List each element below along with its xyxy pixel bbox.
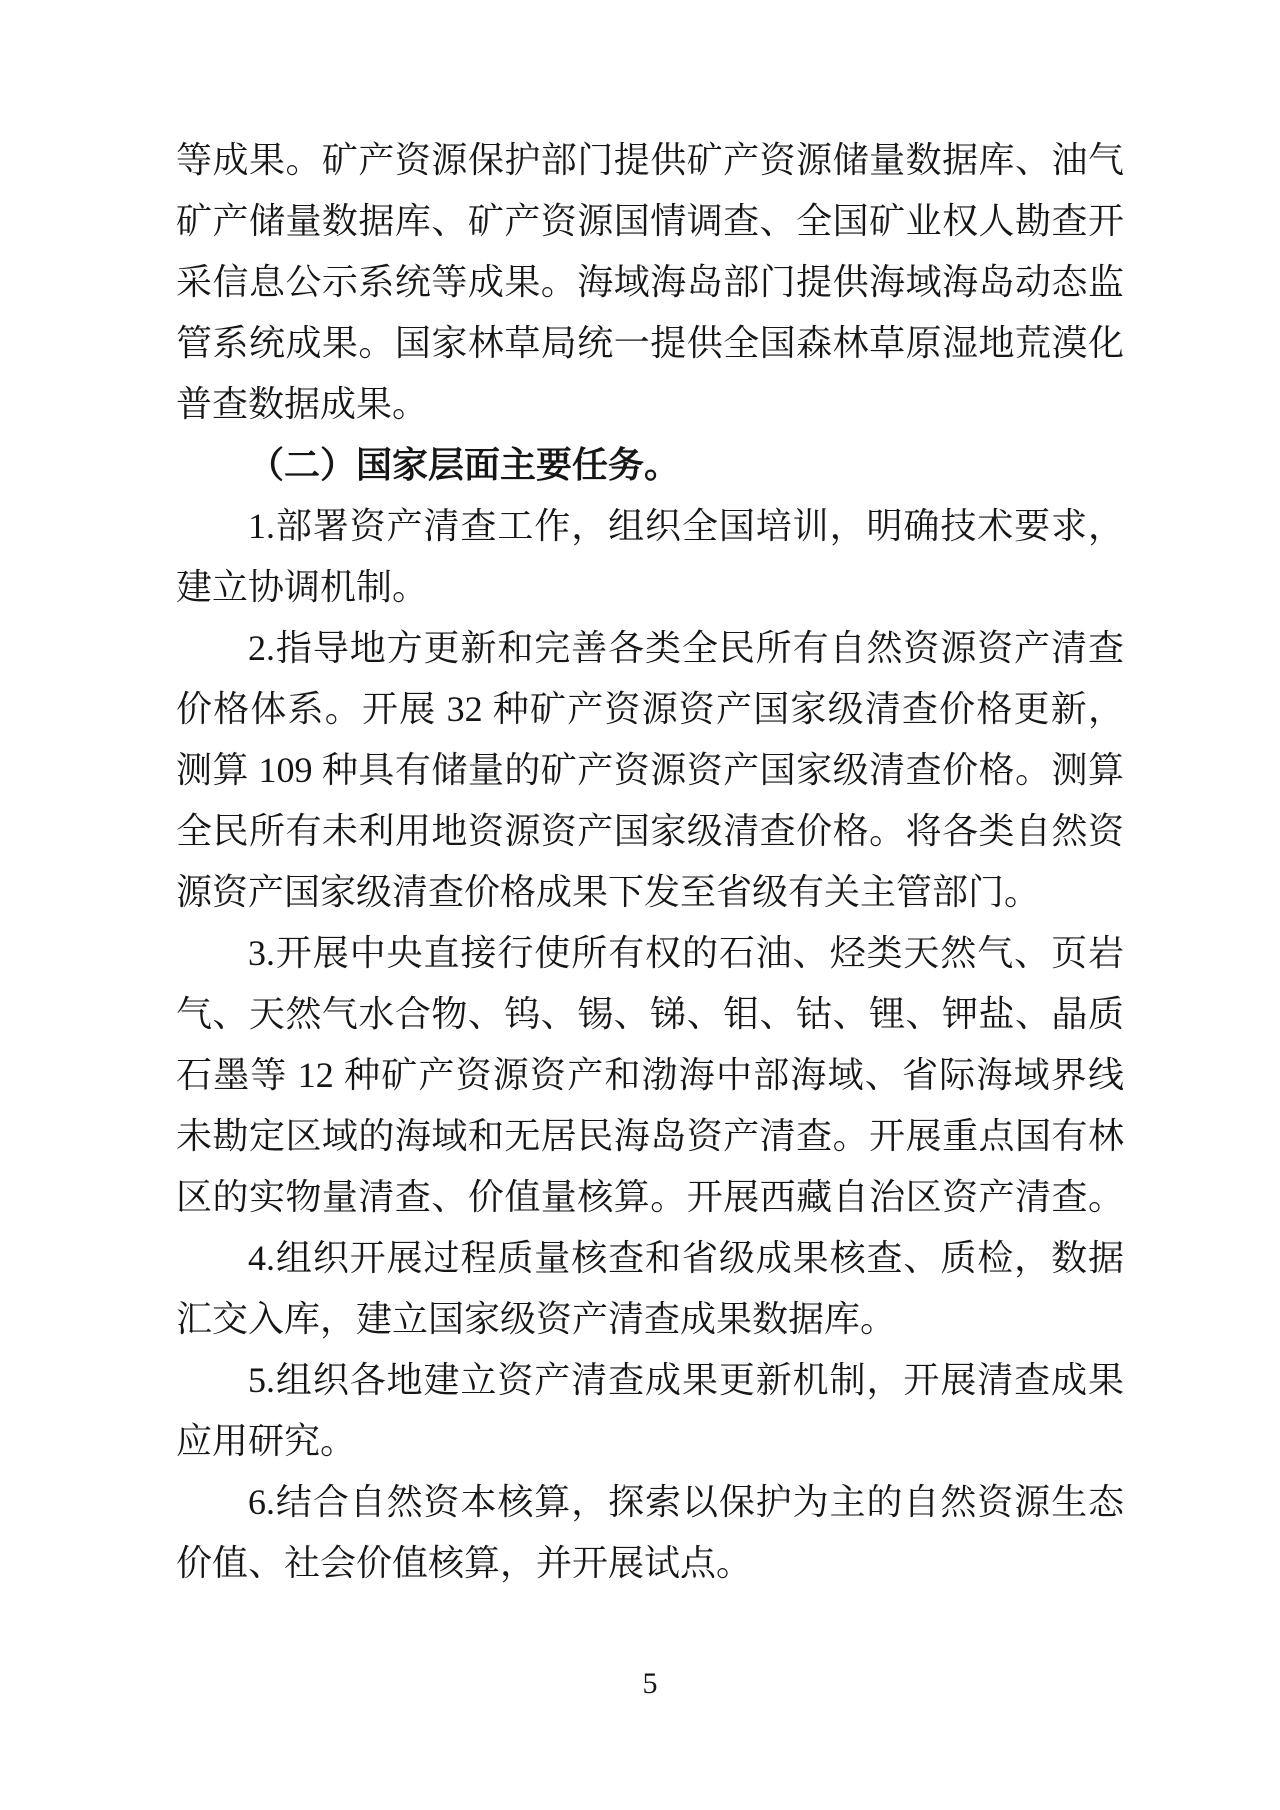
document-body	[176, 130, 1124, 1594]
text-line: 价格体系。开展 32 种矿产资源资产国家级清查价格更新，	[176, 689, 1124, 729]
text-line: 石墨等 12 种矿产资源资产和渤海中部海域、省际海域界线	[176, 1055, 1124, 1095]
text-line: 气、天然气水合物、钨、锡、锑、钼、钴、锂、钾盐、晶质	[176, 994, 1124, 1034]
text-line: 测算 109 种具有储量的矿产资源资产国家级清查价格。测算	[176, 750, 1124, 790]
text-line: 价值、社会价值核算，并开展试点。	[176, 1543, 753, 1583]
page-number: 5	[642, 1667, 658, 1700]
text-line: 5.组织各地建立资产清查成果更新机制，开展清查成果	[248, 1360, 1124, 1400]
text-line: 1.部署资产清查工作，组织全国培训，明确技术要求，	[248, 506, 1124, 546]
text-line: 普查数据成果。	[176, 384, 429, 424]
text-line: 全民所有未利用地资源资产国家级清查价格。将各类自然资	[176, 811, 1124, 851]
text-line: 采信息公示系统等成果。海域海岛部门提供海域海岛动态监	[176, 262, 1124, 302]
text-line: 6.结合自然资本核算，探索以保护为主的自然资源生态	[248, 1482, 1124, 1522]
text-line: 汇交入库，建立国家级资产清查成果数据库。	[176, 1299, 897, 1339]
text-line: 未勘定区域的海域和无居民海岛资产清查。开展重点国有林	[176, 1116, 1124, 1156]
text-line: 3.开展中央直接行使所有权的石油、烃类天然气、页岩	[248, 933, 1124, 973]
text-line: 2.指导地方更新和完善各类全民所有自然资源资产清查	[248, 628, 1124, 668]
text-line: 区的实物量清查、价值量核算。开展西藏自治区资产清查。	[176, 1177, 1124, 1217]
text-line: 建立协调机制。	[176, 567, 429, 607]
text-line: 应用研究。	[176, 1421, 357, 1461]
text-line: 管系统成果。国家林草局统一提供全国森林草原湿地荒漠化	[176, 323, 1124, 363]
text-line: 4.组织开展过程质量核查和省级成果核查、质检，数据	[248, 1238, 1124, 1278]
text-line: 源资产国家级清查价格成果下发至省级有关主管部门。	[176, 872, 1041, 912]
text-line: 等成果。矿产资源保护部门提供矿产资源储量数据库、油气	[176, 140, 1124, 180]
section-heading: （二）国家层面主要任务。	[248, 445, 681, 485]
text-line: 矿产储量数据库、矿产资源国情调查、全国矿业权人勘查开	[176, 201, 1124, 241]
